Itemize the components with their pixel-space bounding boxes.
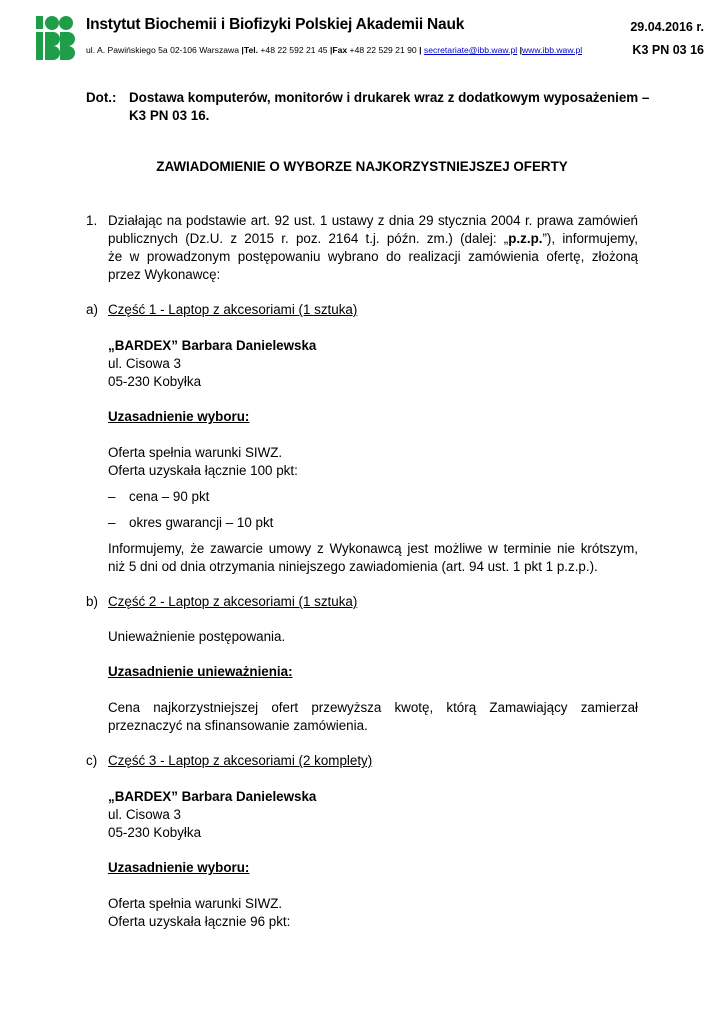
intro-line-2 bbox=[108, 230, 638, 248]
document-ref: K3 PN 03 16 bbox=[632, 43, 704, 57]
part-a-bullet-1: cena – 90 pkt bbox=[129, 489, 210, 504]
intro-line-2a: publicznych (Dz.U. z 2015 r. poz. 2164 t.j. późn. zm.) (dalej: „ bbox=[108, 231, 509, 246]
document-heading: ZAWIADOMIENIE O WYBORZE NAJKORZYSTNIEJSZEJ OFERTY bbox=[156, 159, 568, 174]
subject-line-2: K3 PN 03 16. bbox=[129, 108, 210, 123]
subject-line-1: Dostawa komputerów, monitorów i drukarek wraz z dodatkowym wyposażeniem – bbox=[129, 90, 650, 105]
intro-line-4: przez Wykonawcę: bbox=[108, 267, 221, 282]
part-a-title: Część 1 - Laptop z akcesoriami (1 sztuka) bbox=[108, 302, 358, 317]
part-a-company: „BARDEX” Barbara Danielewska bbox=[108, 338, 317, 353]
part-c-title: Część 3 - Laptop z akcesoriami (2 komplety) bbox=[108, 753, 373, 768]
bullet-dash-icon: – bbox=[108, 515, 116, 530]
part-c-justification-heading: Uzasadnienie wyboru: bbox=[108, 860, 250, 875]
part-b-status: Unieważnienie postępowania. bbox=[108, 629, 286, 644]
document-date: 29.04.2016 r. bbox=[630, 20, 704, 34]
part-a-meets: Oferta spełnia warunki SIWZ. bbox=[108, 445, 283, 460]
part-b-title: Część 2 - Laptop z akcesoriami (1 sztuka) bbox=[108, 594, 358, 609]
fax-label: Fax bbox=[332, 45, 348, 55]
part-b-reason-line-2: przeznaczyć na sfinansowanie zamówienia. bbox=[108, 718, 368, 733]
separator: | bbox=[241, 45, 244, 55]
part-c-street: ul. Cisowa 3 bbox=[108, 807, 181, 822]
part-a-street: ul. Cisowa 3 bbox=[108, 356, 181, 371]
intro-line-3: że w prowadzonym postępowaniu wybrano do realizacji zamówienia ofertę, złożoną bbox=[108, 249, 638, 264]
part-a-info-line-2: niż 5 dni od dnia otrzymania niniejszego zawiadomienia (art. 94 ust. 1 pkt 1 p.z.p.). bbox=[108, 559, 598, 574]
intro-line-2c: ”), informujemy, bbox=[542, 231, 638, 246]
part-a-marker: a) bbox=[86, 302, 98, 317]
address: ul. A. Pawińskiego 5a 02-106 Warszawa bbox=[86, 45, 240, 55]
part-a-bullet-2: okres gwarancji – 10 pkt bbox=[129, 515, 274, 530]
fax-number: +48 22 529 21 90 bbox=[349, 45, 417, 55]
pzp-abbrev: p.z.p. bbox=[508, 231, 543, 246]
part-a-points: Oferta uzyskała łącznie 100 pkt: bbox=[108, 463, 298, 478]
institute-name: Instytut Biochemii i Biofizyki Polskiej Akademii Nauk bbox=[86, 16, 465, 33]
part-b-marker: b) bbox=[86, 594, 98, 609]
bullet-dash-icon: – bbox=[108, 489, 116, 504]
contact-line bbox=[86, 45, 582, 55]
separator: | bbox=[519, 45, 522, 55]
tel-number: +48 22 592 21 45 bbox=[260, 45, 328, 55]
intro-number: 1. bbox=[86, 213, 98, 228]
website-link[interactable]: www.ibb.waw.pl bbox=[521, 45, 583, 55]
part-b-justification-heading: Uzasadnienie unieważnienia: bbox=[108, 664, 293, 679]
part-a-justification-heading: Uzasadnienie wyboru: bbox=[108, 409, 250, 424]
email-link[interactable]: secretariate@ibb.waw.pl bbox=[423, 45, 518, 55]
tel-label: Tel. bbox=[243, 45, 258, 55]
part-c-company: „BARDEX” Barbara Danielewska bbox=[108, 789, 317, 804]
part-c-city: 05-230 Kobyłka bbox=[108, 825, 202, 840]
ibb-logo-icon bbox=[36, 16, 82, 60]
separator: | bbox=[419, 45, 422, 55]
part-c-marker: c) bbox=[86, 753, 98, 768]
part-c-meets: Oferta spełnia warunki SIWZ. bbox=[108, 896, 283, 911]
subject-label: Dot.: bbox=[86, 90, 117, 105]
part-a-info-line-1: Informujemy, że zawarcie umowy z Wykonawcą jest możliwe w terminie nie krótszym, bbox=[108, 541, 638, 556]
part-c-points: Oferta uzyskała łącznie 96 pkt: bbox=[108, 914, 291, 929]
part-b-reason-line-1: Cena najkorzystniejszej ofert przewyższa kwotę, którą Zamawiający zamierzał bbox=[108, 700, 638, 715]
separator: | bbox=[329, 45, 333, 55]
intro-line-1: Działając na podstawie art. 92 ust. 1 ustawy z dnia 29 stycznia 2004 r. prawa zamówień bbox=[108, 213, 638, 228]
part-a-city: 05-230 Kobyłka bbox=[108, 374, 202, 389]
